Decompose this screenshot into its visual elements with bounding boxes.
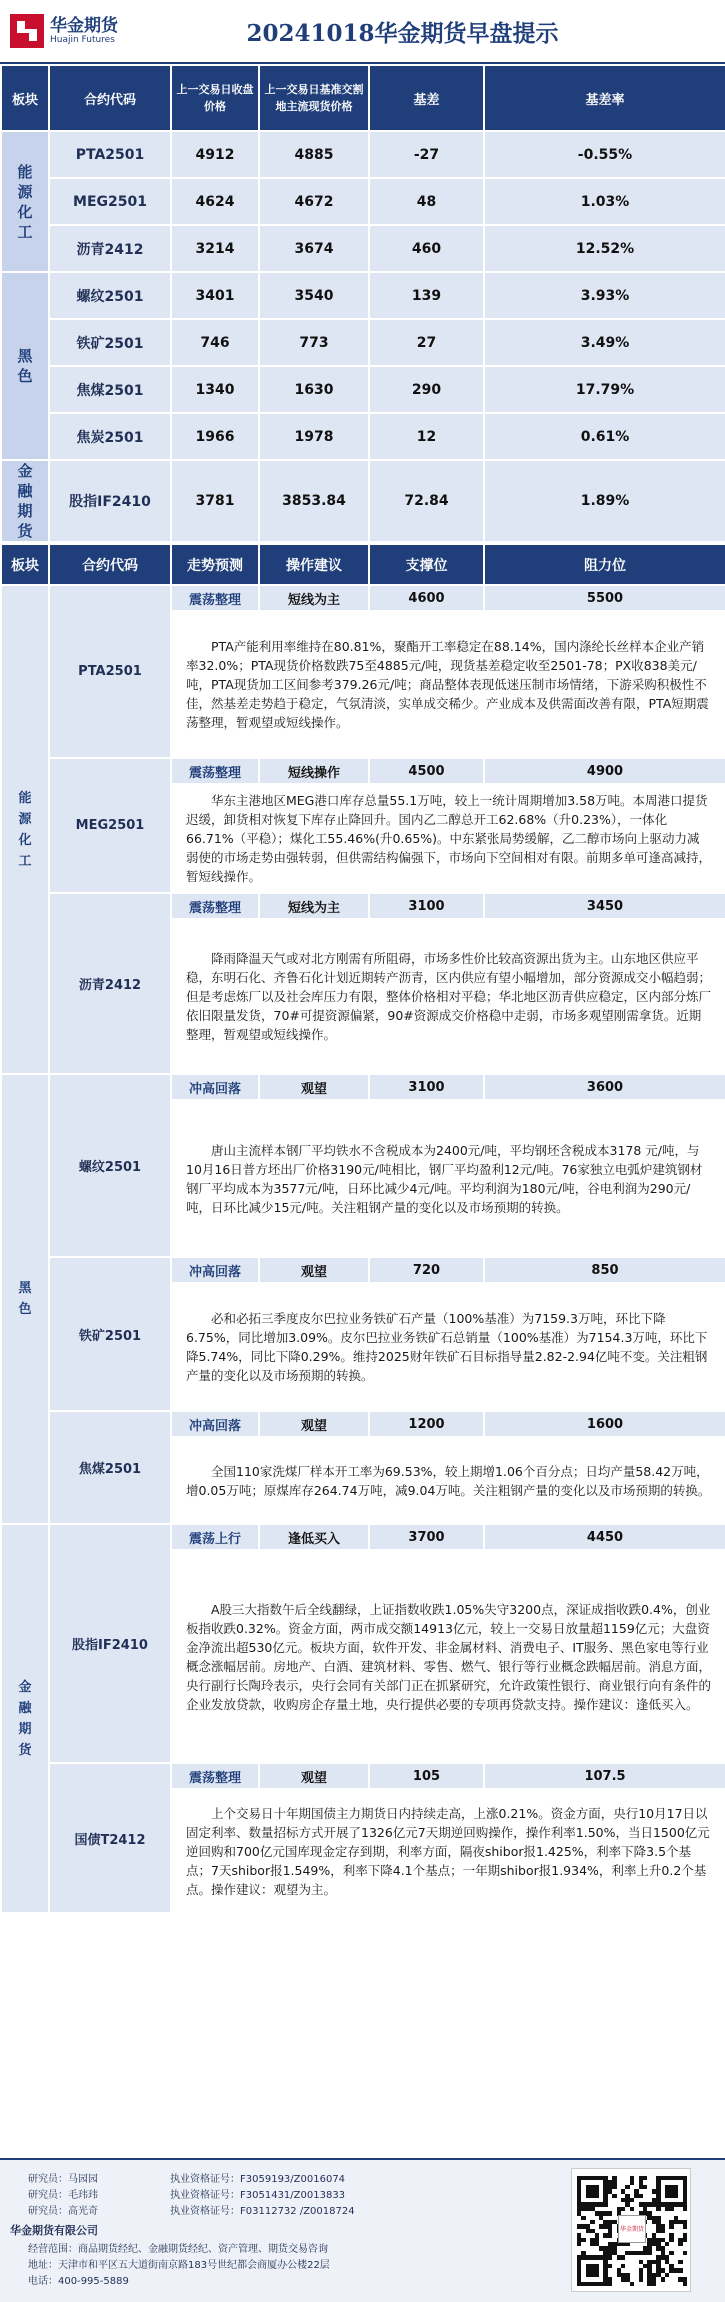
support-level: 3100 xyxy=(369,1074,484,1100)
operation-advice: 短线为主 xyxy=(259,585,369,611)
qr-module xyxy=(652,2282,656,2286)
contract-code: 铁矿2501 xyxy=(49,1257,171,1411)
contract-code: 螺纹2501 xyxy=(49,272,171,319)
qr-module xyxy=(669,2224,673,2228)
address-label: 地址： xyxy=(28,2260,58,2271)
resistance-level: 3450 xyxy=(484,893,725,919)
logo-icon xyxy=(10,14,44,48)
qr-module xyxy=(608,2211,612,2215)
company-logo xyxy=(0,14,190,48)
researcher-name: 毛玮玮 xyxy=(68,2190,98,2201)
market-commentary: 必和必拓三季度皮尔巴拉业务铁矿石产量（100%基准）为7159.3万吨，环比下降6.75%，同比增加3.09%。皮尔巴拉业务铁矿石总销量（100%基准）为7154.3万吨，环比下降5.74%，同比下降0.29%。维持2025财年铁矿石目标指导量2.82-2.94亿吨不变。关注粗钢产量的变化以及市场预期的转换。 xyxy=(171,1283,725,1411)
logo-en: Huajin Futures xyxy=(50,34,115,45)
close-price: 3214 xyxy=(171,225,259,272)
spot-price: 773 xyxy=(259,319,369,366)
spot-price: 4672 xyxy=(259,178,369,225)
basis-value: -27 xyxy=(369,131,484,178)
sector-cell: 黑色 xyxy=(1,1074,49,1524)
qr-module xyxy=(683,2251,687,2255)
qr-module xyxy=(639,2194,643,2198)
qr-module xyxy=(669,2207,673,2211)
resistance-level: 4900 xyxy=(484,758,725,784)
strategy-row xyxy=(1,1257,725,1283)
strategy-table xyxy=(0,543,725,1914)
scope-label: 经营范围： xyxy=(28,2244,78,2255)
basis-value: 72.84 xyxy=(369,460,484,542)
qr-module xyxy=(590,2220,594,2224)
qr-module xyxy=(612,2194,616,2198)
qr-module xyxy=(683,2207,687,2211)
spot-price: 1978 xyxy=(259,413,369,460)
basis-rate: 12.52% xyxy=(484,225,725,272)
basis-rate: 1.03% xyxy=(484,178,725,225)
col-basis: 基差 xyxy=(369,65,484,131)
resistance-level: 1600 xyxy=(484,1411,725,1437)
col-sector: 板块 xyxy=(1,65,49,131)
researcher-1-cert xyxy=(170,2170,345,2185)
operation-advice: 观望 xyxy=(259,1074,369,1100)
sector-cell: 金融期货 xyxy=(1,460,49,542)
col-advice: 操作建议 xyxy=(259,544,369,585)
qr-module xyxy=(630,2180,634,2184)
market-commentary: 唐山主流样本钢厂平均铁水不含税成本为2400元/吨，平均钢坯含税成本3178 元/吨，与10月16日普方坯出厂价格3190元/吨相比，钢厂平均盈利12元/吨。76家独立电弧炉建筑钢材钢厂平均成本为3577元/吨，日环比减少4元/吨。平均利润为180元/吨，谷电利润为290元/吨，日环比减少15元/吨。关注粗钢产量的变化以及市场预期的转换。 xyxy=(171,1100,725,1257)
market-commentary: 降雨降温天气或对北方刚需有所阻碍，市场多性价比较高资源出货为主。山东地区供应平稳，东明石化、齐鲁石化计划近期转产沥青，区内供应有望小幅增加，部分资源成交小幅趋弱；但是考虑炼厂以及社会库压力有限，整体价格相对平稳；华北地区沥青供应稳定，区内部分炼厂依旧限量发货，70#可提资源偏紧，90#资源成交价格稳中走弱，市场多观望刚需拿货。近期整理，暂观望或短线操作。 xyxy=(171,919,725,1074)
report-title: 20241018华金期货早盘提示 xyxy=(246,19,559,47)
operation-advice: 短线操作 xyxy=(259,758,369,784)
support-level: 4500 xyxy=(369,758,484,784)
scope-text: 商品期货经纪、金融期货经纪、资产管理、期货交易咨询 xyxy=(78,2244,328,2255)
basis-row xyxy=(1,131,725,178)
strategy-table-header xyxy=(1,544,725,585)
support-level: 105 xyxy=(369,1763,484,1789)
footer xyxy=(0,2158,725,2302)
qr-module xyxy=(674,2194,678,2198)
basis-row xyxy=(1,413,725,460)
qr-module xyxy=(612,2185,616,2189)
basis-value: 460 xyxy=(369,225,484,272)
basis-table-header xyxy=(1,65,725,131)
close-price: 1340 xyxy=(171,366,259,413)
qr-module xyxy=(603,2202,607,2206)
qr-module xyxy=(577,2242,581,2246)
trend-forecast: 震荡整理 xyxy=(171,1763,259,1789)
market-commentary: PTA产能利用率维持在80.81%，聚酯开工率稳定在88.14%，国内涤纶长丝样本企业产销率32.0%；PTA现货价格数跌75至4885元/吨，现货基差稳定收至2501-78；PX收838美元/吨，PTA现货加工区间参考379.26元/吨；商品整体表现低迷压制市场情绪，下游采购积极性不佳，然基差走势趋于稳定，气氛清淡，实单成交稀少。产业成本及供需面改善有限，PTA短期震荡整理，暂观望或短线操作。 xyxy=(171,611,725,758)
trend-forecast: 冲高回落 xyxy=(171,1257,259,1283)
spot-price: 3540 xyxy=(259,272,369,319)
qr-module xyxy=(656,2207,660,2211)
qr-module xyxy=(639,2277,643,2281)
col-code: 合约代码 xyxy=(49,65,171,131)
support-level: 3100 xyxy=(369,893,484,919)
qr-module xyxy=(683,2238,687,2242)
qr-module xyxy=(669,2238,673,2242)
spot-price: 4885 xyxy=(259,131,369,178)
qr-module xyxy=(595,2194,599,2198)
strategy-table-body xyxy=(1,585,725,1913)
trend-forecast: 冲高回落 xyxy=(171,1074,259,1100)
resistance-level: 4450 xyxy=(484,1524,725,1550)
contract-code: 国债T2412 xyxy=(49,1763,171,1913)
resistance-level: 850 xyxy=(484,1257,725,1283)
spot-price: 3853.84 xyxy=(259,460,369,542)
qr-module xyxy=(581,2238,585,2242)
basis-row xyxy=(1,366,725,413)
sector-cell: 金融期货 xyxy=(1,1524,49,1913)
basis-row xyxy=(1,225,725,272)
cert-label: 执业资格证号： xyxy=(170,2190,240,2201)
contract-code: MEG2501 xyxy=(49,178,171,225)
researcher-3-cert xyxy=(170,2202,355,2217)
basis-row xyxy=(1,178,725,225)
qr-module xyxy=(625,2185,629,2189)
basis-value: 139 xyxy=(369,272,484,319)
basis-row xyxy=(1,272,725,319)
researcher-label: 研究员： xyxy=(28,2190,68,2201)
basis-value: 12 xyxy=(369,413,484,460)
cert-number: F03112732 /Z0018724 xyxy=(240,2206,355,2217)
contract-code: 股指IF2410 xyxy=(49,460,171,542)
close-price: 3781 xyxy=(171,460,259,542)
trend-forecast: 冲高回落 xyxy=(171,1411,259,1437)
business-scope xyxy=(28,2240,328,2255)
qr-module xyxy=(678,2268,682,2272)
qr-module xyxy=(678,2260,682,2264)
qr-module xyxy=(630,2198,634,2202)
sector-cell: 能源化工 xyxy=(1,131,49,272)
resistance-level: 5500 xyxy=(484,585,725,611)
col-support: 支撑位 xyxy=(369,544,484,585)
researcher-label: 研究员： xyxy=(28,2174,68,2185)
col-basis-rate: 基差率 xyxy=(484,65,725,131)
qr-module xyxy=(630,2282,634,2286)
contract-code: 焦炭2501 xyxy=(49,413,171,460)
strategy-row xyxy=(1,758,725,784)
contract-code: 沥青2412 xyxy=(49,225,171,272)
qr-module xyxy=(581,2216,585,2220)
support-level: 4600 xyxy=(369,585,484,611)
company-name: 华金期货有限公司 xyxy=(10,2224,98,2237)
basis-rate: 17.79% xyxy=(484,366,725,413)
contract-code: PTA2501 xyxy=(49,131,171,178)
qr-module xyxy=(643,2185,647,2189)
close-price: 4624 xyxy=(171,178,259,225)
operation-advice: 短线为主 xyxy=(259,893,369,919)
trend-forecast: 震荡上行 xyxy=(171,1524,259,1550)
phone-label: 电话： xyxy=(28,2276,58,2287)
qr-module xyxy=(669,2251,673,2255)
basis-rate: 0.61% xyxy=(484,413,725,460)
qr-module xyxy=(683,2224,687,2228)
qr-module xyxy=(608,2255,612,2259)
address xyxy=(28,2256,330,2271)
qr-module xyxy=(621,2255,625,2259)
qr-module xyxy=(643,2176,647,2180)
researcher-2-cert xyxy=(170,2186,345,2201)
col-spot: 上一交易日基准交割地主流现货价格 xyxy=(259,65,369,131)
qr-module xyxy=(665,2242,669,2246)
qr-module xyxy=(683,2282,687,2286)
strategy-row xyxy=(1,1074,725,1100)
close-price: 1966 xyxy=(171,413,259,460)
close-price: 3401 xyxy=(171,272,259,319)
cert-number: F3051431/Z0013833 xyxy=(240,2190,346,2201)
contract-code: 焦煤2501 xyxy=(49,366,171,413)
contract-code: 螺纹2501 xyxy=(49,1074,171,1257)
col-sector-2: 板块 xyxy=(1,544,49,585)
close-price: 4912 xyxy=(171,131,259,178)
market-commentary: 全国110家洗煤厂样本开工率为69.53%，较上期增1.06个百分点；日均产量58.42万吨，增0.05万吨；原煤库存264.74万吨，减9.04万吨。关注粗钢产量的变化以及市场预期的转换。 xyxy=(171,1437,725,1524)
qr-module xyxy=(665,2273,669,2277)
basis-table xyxy=(0,64,725,543)
contract-code: MEG2501 xyxy=(49,758,171,893)
basis-value: 290 xyxy=(369,366,484,413)
basis-rate: 3.49% xyxy=(484,319,725,366)
support-level: 3700 xyxy=(369,1524,484,1550)
cert-label: 执业资格证号： xyxy=(170,2206,240,2217)
operation-advice: 逢低买入 xyxy=(259,1524,369,1550)
contract-code: 沥青2412 xyxy=(49,893,171,1074)
qr-module xyxy=(608,2264,612,2268)
resistance-level: 3600 xyxy=(484,1074,725,1100)
qr-module xyxy=(647,2251,651,2255)
trend-forecast: 震荡整理 xyxy=(171,893,259,919)
basis-value: 27 xyxy=(369,319,484,366)
basis-row xyxy=(1,460,725,542)
qr-module xyxy=(608,2282,612,2286)
sector-cell: 能源化工 xyxy=(1,585,49,1074)
resistance-level: 107.5 xyxy=(484,1763,725,1789)
researcher-name: 高光奇 xyxy=(68,2206,98,2217)
basis-rate: 3.93% xyxy=(484,272,725,319)
basis-rate: 1.89% xyxy=(484,460,725,542)
col-close: 上一交易日收盘价格 xyxy=(171,65,259,131)
contract-code: 焦煤2501 xyxy=(49,1411,171,1524)
market-commentary: 华东主港地区MEG港口库存总量55.1万吨，较上一统计周期增加3.58万吨。本周港口提货迟缓，卸货相对恢复下库存止降回升。国内乙二醇总开工62.68%（升0.23%），一体化66.71%（平稳）；煤化工55.46%(升0.65%)。中东紧张局势缓解，乙二醇市场向上驱动力减弱使的市场走势由强转弱，但供需结构偏强下，市场向下空间相对有限。前期多单可逢高减持，暂短线操作。 xyxy=(171,784,725,893)
qr-module xyxy=(621,2207,625,2211)
contract-code: 铁矿2501 xyxy=(49,319,171,366)
support-level: 720 xyxy=(369,1257,484,1283)
basis-row xyxy=(1,319,725,366)
support-level: 1200 xyxy=(369,1411,484,1437)
address-text: 天津市和平区五大道街南京路183号世纪都会商厦办公楼22层 xyxy=(58,2260,330,2271)
phone xyxy=(28,2272,129,2287)
qr-module xyxy=(661,2229,665,2233)
trend-forecast: 震荡整理 xyxy=(171,758,259,784)
spot-price: 3674 xyxy=(259,225,369,272)
qr-module xyxy=(595,2273,599,2277)
qr-module xyxy=(621,2264,625,2268)
spot-price: 1630 xyxy=(259,366,369,413)
basis-value: 48 xyxy=(369,178,484,225)
cert-label: 执业资格证号： xyxy=(170,2174,240,2185)
close-price: 746 xyxy=(171,319,259,366)
basis-table-body xyxy=(1,131,725,542)
col-trend: 走势预测 xyxy=(171,544,259,585)
researcher-2 xyxy=(28,2186,98,2201)
strategy-row xyxy=(1,1524,725,1550)
contract-code: 股指IF2410 xyxy=(49,1524,171,1763)
cert-number: F3059193/Z0016074 xyxy=(240,2174,346,2185)
researcher-1 xyxy=(28,2170,98,2185)
col-resistance: 阻力位 xyxy=(484,544,725,585)
qr-module xyxy=(661,2277,665,2281)
logo-cn: 华金期货 xyxy=(50,15,118,36)
qr-module xyxy=(608,2233,612,2237)
strategy-row xyxy=(1,1411,725,1437)
researcher-name: 马园园 xyxy=(68,2174,98,2185)
strategy-row xyxy=(1,1763,725,1789)
col-code-2: 合约代码 xyxy=(49,544,171,585)
operation-advice: 观望 xyxy=(259,1257,369,1283)
trend-forecast: 震荡整理 xyxy=(171,585,259,611)
operation-advice: 观望 xyxy=(259,1411,369,1437)
qr-code xyxy=(571,2168,691,2292)
qr-logo-icon: 华金期货 xyxy=(618,2215,646,2243)
basis-rate: -0.55% xyxy=(484,131,725,178)
operation-advice: 观望 xyxy=(259,1763,369,1789)
report-header xyxy=(0,0,725,64)
contract-code: PTA2501 xyxy=(49,585,171,758)
market-commentary: A股三大指数午后全线翻绿，上证指数收跌1.05%失守3200点，深证成指收跌0.4%，创业板指收跌0.32%。资金方面，两市成交额14913亿元，较上一交易日放量超1159亿元；大盘资金净流出超530亿元。板块方面，软件开发、非金属材料、消费电子、IT服务、黑色家电等行业概念涨幅居前。房地产、白酒、建筑材料、零售、燃气、银行等行业概念跌幅居前。消息方面，央行副行长陶玲表示，央行会同有关部门正在抓紧研究，允许政策性银行、商业银行向有条件的企业发放贷款，收购房企存量土地，央行提供必要的专项再贷款支持。操作建议：逢低买入。 xyxy=(171,1550,725,1763)
qr-module xyxy=(630,2207,634,2211)
researcher-3 xyxy=(28,2202,98,2217)
strategy-row xyxy=(1,585,725,611)
researcher-label: 研究员： xyxy=(28,2206,68,2217)
qr-module xyxy=(678,2242,682,2246)
market-commentary: 上个交易日十年期国债主力期货日内持续走高，上涨0.21%。资金方面，央行10月17日以固定利率、数量招标方式开展了1326亿元7天期逆回购操作，操作利率1.50%，当日1500亿元逆回购和700亿元国库现金定存到期，利率方面，隔夜shibor报1.425%，利率下降3.5个基点；7天shibor报1.549%，利率下降4.1个基点；一年期shibor报1.934%，利率上升0.2个基点。操作建议：观望为主。 xyxy=(171,1789,725,1913)
sector-cell: 黑色 xyxy=(1,272,49,460)
strategy-row xyxy=(1,893,725,919)
phone-number: 400-995-5889 xyxy=(58,2276,129,2287)
